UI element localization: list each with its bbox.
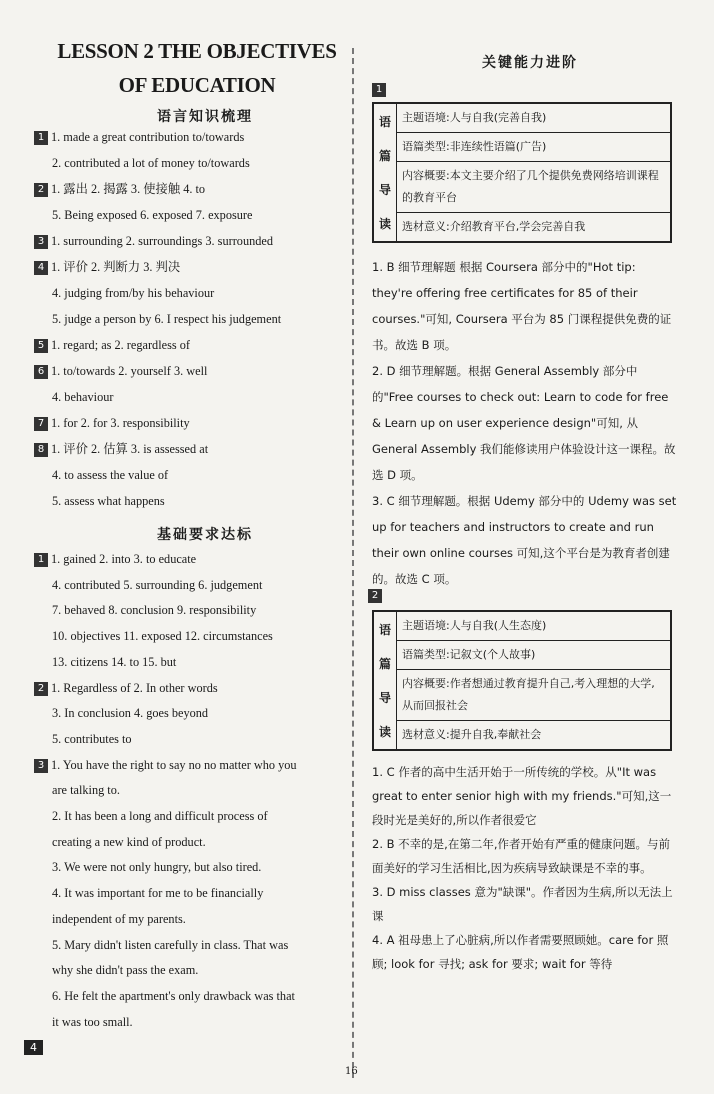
answer-line bbox=[52, 310, 281, 328]
answer-text: 5. contributes to bbox=[52, 731, 132, 746]
answer-line bbox=[52, 910, 186, 928]
answer-text: 1. 露出 2. 揭露 3. 使接触 4. to bbox=[51, 182, 206, 196]
answers-part1 bbox=[372, 254, 678, 592]
answers-part2 bbox=[372, 760, 678, 976]
part-badge-2: 2 bbox=[368, 586, 385, 604]
reading-guide-label: 语 篇 导 读 bbox=[374, 104, 397, 241]
section-number-badge: 8 bbox=[34, 443, 48, 457]
answer-line bbox=[52, 388, 113, 406]
answer-text: 1. for 2. for 3. responsibility bbox=[51, 416, 190, 430]
lesson-title-line2: OF EDUCATION bbox=[118, 73, 276, 97]
answer-line bbox=[52, 653, 176, 671]
answer-line bbox=[34, 440, 208, 458]
box2-theme: 主题语境:人与自我(人生态度) bbox=[396, 612, 670, 641]
answer-line bbox=[52, 284, 214, 302]
answer-2-4: 4. A 祖母患上了心脏病,所以作者需要照顾她。care for 照顾; look for 寻找; ask for 要求; wait for 等待 bbox=[372, 933, 669, 971]
section-heading-ability: 关键能力进阶 bbox=[482, 55, 578, 71]
answer-text: 7. behaved 8. conclusion 9. responsibility bbox=[52, 603, 257, 618]
answer-line bbox=[34, 756, 297, 774]
answer-text: 2. It has been a long and difficult process of bbox=[52, 809, 268, 823]
answer-line bbox=[52, 601, 256, 619]
answer-line bbox=[52, 154, 250, 172]
answer-text: 4. contributed 5. surrounding 6. judgement bbox=[52, 577, 263, 592]
answer-line bbox=[52, 627, 273, 645]
answer-line bbox=[34, 679, 218, 697]
answer-text: 3. In conclusion 4. goes beyond bbox=[52, 706, 209, 721]
answer-2-1: 1. C 作者的高中生活开始于一所传统的学校。从"It was great to enter senior high with my friends."可知,这一段时光是美好的,所以作者很爱它 bbox=[372, 765, 672, 827]
answer-text: 5. assess what happens bbox=[52, 494, 165, 508]
lesson-title bbox=[52, 34, 342, 102]
answer-text: 4. It was important for me to be financially bbox=[52, 886, 264, 901]
answer-text: 5. judge a person by 6. I respect his judgement bbox=[52, 312, 282, 326]
answer-text: 4. judging from/by his behaviour bbox=[52, 286, 215, 300]
answer-line bbox=[52, 704, 208, 722]
answer-line bbox=[52, 987, 295, 1005]
answer-line bbox=[52, 961, 198, 979]
box1-type: 语篇类型:非连续性语篇(广告) bbox=[396, 133, 670, 162]
answer-line bbox=[52, 884, 263, 902]
box2-significance: 选材意义:提升自我,奉献社会 bbox=[402, 728, 542, 741]
answer-1-3: 3. C 细节理解题。根据 Udemy 部分中的 Udemy was set up for teachers and instructors to create and run their own online courses 可知,这个平台是为教育者创建的。故选 C 项。 bbox=[372, 494, 677, 586]
section-number-badge: 1 bbox=[34, 131, 48, 145]
box1-summary: 内容概要:本文主要介绍了几个提供免费网络培训课程的教育平台 bbox=[396, 162, 670, 213]
answer-text: 1. 评价 2. 判断力 3. 判决 bbox=[51, 260, 181, 274]
answer-text: 3. We were not only hungry, but also tired. bbox=[52, 860, 262, 875]
reading-guide-label-2: 语 篇 导 读 bbox=[374, 612, 397, 749]
answer-text: 13. citizens 14. to 15. but bbox=[52, 654, 177, 669]
answer-text: 10. objectives 11. exposed 12. circumstances bbox=[52, 629, 273, 644]
answer-text: 5. Being exposed 6. exposed 7. exposure bbox=[52, 208, 253, 222]
answer-text: 1. surrounding 2. surroundings 3. surrounded bbox=[51, 234, 274, 248]
box2-type: 语篇类型:记叙文(个人故事) bbox=[396, 641, 670, 670]
section-number-badge: 3 bbox=[34, 759, 48, 773]
section-number-badge: 5 bbox=[34, 339, 48, 353]
answer-line bbox=[34, 336, 190, 354]
page-badge: 4 bbox=[24, 1040, 43, 1055]
box1-theme: 主题语境:人与自我(完善自我) bbox=[396, 104, 670, 133]
answer-line bbox=[34, 550, 196, 568]
section-number-badge: 1 bbox=[34, 553, 48, 567]
answer-text: it was too small. bbox=[52, 1014, 133, 1029]
answer-line bbox=[52, 492, 165, 510]
answer-1-1: 1. B 细节理解题 根据 Coursera 部分中的"Hot tip: they're offering free certificates for 85 of their courses."可知, Coursera 平台为 85 门课程提供免费的证书。故选 B 项。 bbox=[372, 260, 672, 352]
section-number-badge: 7 bbox=[34, 417, 48, 431]
answer-text: 1. made a great contribution to/towards bbox=[51, 130, 245, 144]
answer-line bbox=[52, 833, 206, 851]
lesson-title-line1: LESSON 2 THE OBJECTIVES bbox=[57, 39, 337, 63]
part-badge-1: 1 bbox=[372, 80, 389, 98]
answer-line bbox=[52, 1013, 133, 1031]
answer-line bbox=[34, 180, 205, 198]
answer-line bbox=[34, 258, 180, 276]
answer-line bbox=[34, 362, 207, 380]
section-heading-knowledge: 语言知识梳理 bbox=[157, 109, 253, 125]
answer-text: 2. contributed a lot of money to/towards bbox=[52, 156, 250, 170]
answer-1-2: 2. D 细节理解题。根据 General Assembly 部分中的"Free courses to check out: Learn to code for free & Learn up on user experience design"可知, 从 General Assembly 我们能修读用户体验设计这一课程。故选 D 项。 bbox=[372, 364, 676, 482]
answer-text: 1. gained 2. into 3. to educate bbox=[51, 552, 197, 566]
answer-text: independent of my parents. bbox=[52, 911, 186, 926]
section-number-badge: 2 bbox=[34, 183, 48, 197]
answer-text: 1. You have the right to say no no matter who you bbox=[51, 757, 297, 772]
answer-line bbox=[34, 414, 190, 432]
answer-text: 5. Mary didn't listen carefully in class. That was bbox=[52, 937, 289, 952]
page-number: 16 bbox=[345, 1066, 358, 1077]
answer-2-3: 3. D miss classes 意为"缺课"。作者因为生病,所以无法上课 bbox=[372, 885, 673, 923]
reading-guide-box-2 bbox=[372, 610, 672, 751]
answer-line bbox=[52, 206, 252, 224]
answer-text: 6. He felt the apartment's only drawback was that bbox=[52, 988, 295, 1003]
box1-significance: 选材意义:介绍教育平台,学会完善自我 bbox=[402, 220, 586, 233]
answer-line bbox=[52, 936, 288, 954]
reading-guide-box-1 bbox=[372, 102, 672, 243]
column-divider bbox=[352, 48, 354, 1078]
answer-text: are talking to. bbox=[52, 783, 120, 798]
answer-line bbox=[52, 466, 168, 484]
answer-line bbox=[52, 781, 120, 799]
answer-text: creating a new kind of product. bbox=[52, 834, 206, 849]
answer-text: 1. regard; as 2. regardless of bbox=[51, 338, 190, 352]
answer-text: 4. behaviour bbox=[52, 390, 114, 404]
answer-text: 1. to/towards 2. yourself 3. well bbox=[51, 364, 208, 378]
answer-text: 4. to assess the value of bbox=[52, 468, 169, 482]
section-number-badge: 4 bbox=[34, 261, 48, 275]
answer-line bbox=[34, 232, 273, 250]
answer-line bbox=[52, 576, 262, 594]
answer-2-2: 2. B 不幸的是,在第二年,作者开始有严重的健康问题。与前面美好的学习生活相比,因为疾病导致缺课是不幸的事。 bbox=[372, 837, 670, 875]
answer-line bbox=[52, 807, 268, 825]
answer-text: 1. 评价 2. 估算 3. is assessed at bbox=[51, 442, 209, 456]
section-heading-basic: 基础要求达标 bbox=[157, 527, 253, 543]
answer-line bbox=[34, 128, 244, 146]
answer-line bbox=[52, 730, 132, 748]
section-number-badge: 3 bbox=[34, 235, 48, 249]
answer-line bbox=[52, 858, 261, 876]
box2-summary: 内容概要:作者想通过教育提升自己,考入理想的大学,从而回报社会 bbox=[396, 670, 670, 721]
answer-text: why she didn't pass the exam. bbox=[52, 963, 199, 978]
section-number-badge: 2 bbox=[34, 682, 48, 696]
answer-text: 1. Regardless of 2. In other words bbox=[51, 680, 218, 695]
section-number-badge: 6 bbox=[34, 365, 48, 379]
